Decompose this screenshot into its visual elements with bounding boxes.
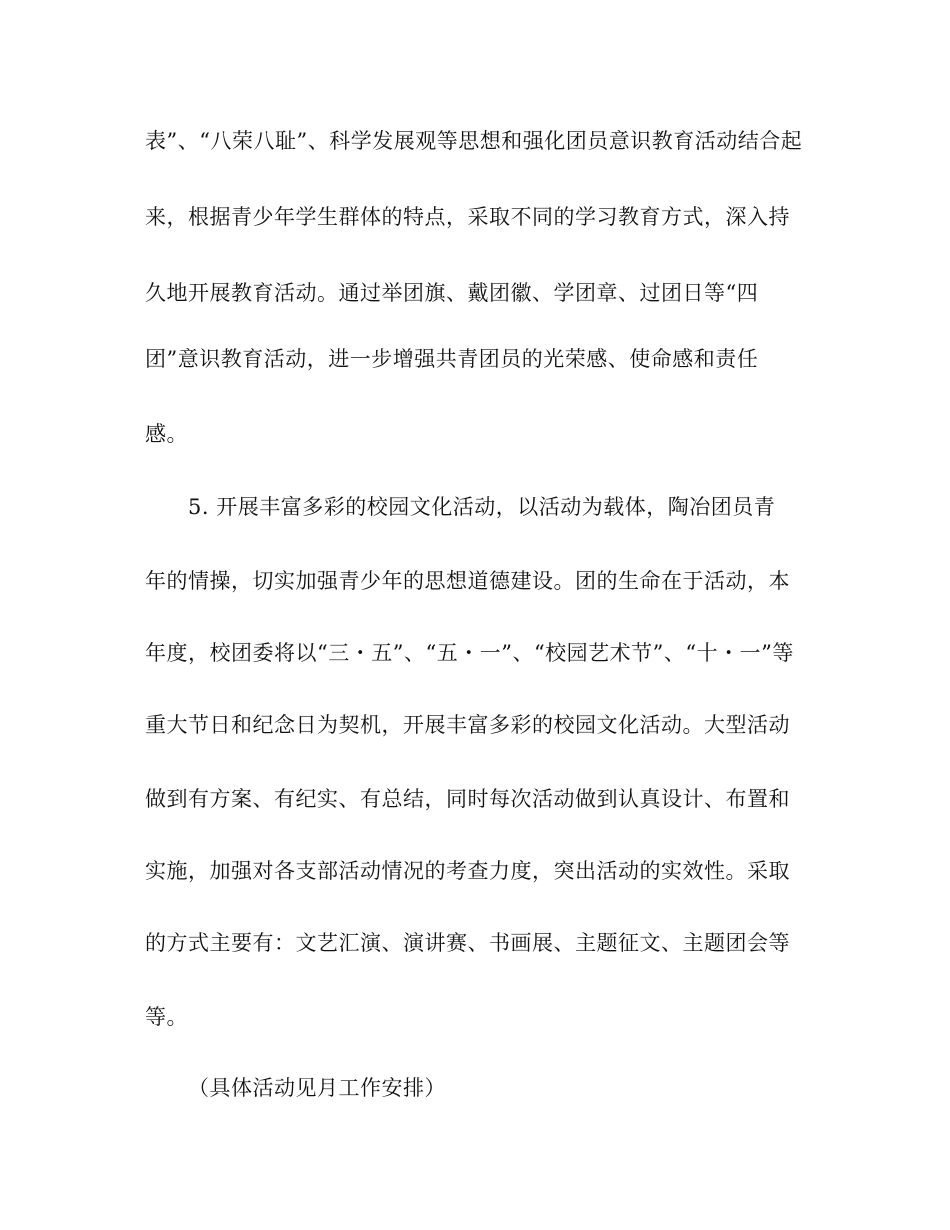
text-line: 等。 <box>145 1005 188 1029</box>
text-line: 年度，校团委将以“三・五”、“五・一”、“校园艺术节”、“十・一”等 <box>145 641 794 665</box>
text-line: （具体活动见月工作安排） <box>188 1076 446 1100</box>
text-line: 5. 开展丰富多彩的校园文化活动，以活动为载体，陶冶团员青 <box>188 495 776 519</box>
text-line: 实施，加强对各支部活动情况的考查力度，突出活动的实效性。采取 <box>145 859 790 883</box>
text-line: 团”意识教育活动，进一步增强共青团员的光荣感、使命感和责任 <box>145 347 759 371</box>
text-line: 感。 <box>145 422 188 446</box>
text-line: 重大节日和纪念日为契机，开展丰富多彩的校园文化活动。大型活动 <box>145 713 790 737</box>
text-line: 的方式主要有：文艺汇演、演讲赛、书画展、主题征文、主题团会等 <box>145 931 790 955</box>
text-line: 表”、“八荣八耻”、科学发展观等思想和强化团员意识教育活动结合起 <box>145 129 803 153</box>
text-line: 年的情操，切实加强青少年的思想道德建设。团的生命在于活动，本 <box>145 569 790 593</box>
text-line: 久地开展教育活动。通过举团旗、戴团徽、学团章、过团日等“四 <box>145 281 759 305</box>
text-line: 来，根据青少年学生群体的特点，采取不同的学习教育方式，深入持 <box>145 205 790 229</box>
text-line: 做到有方案、有纪实、有总结，同时每次活动做到认真设计、布置和 <box>145 787 790 811</box>
